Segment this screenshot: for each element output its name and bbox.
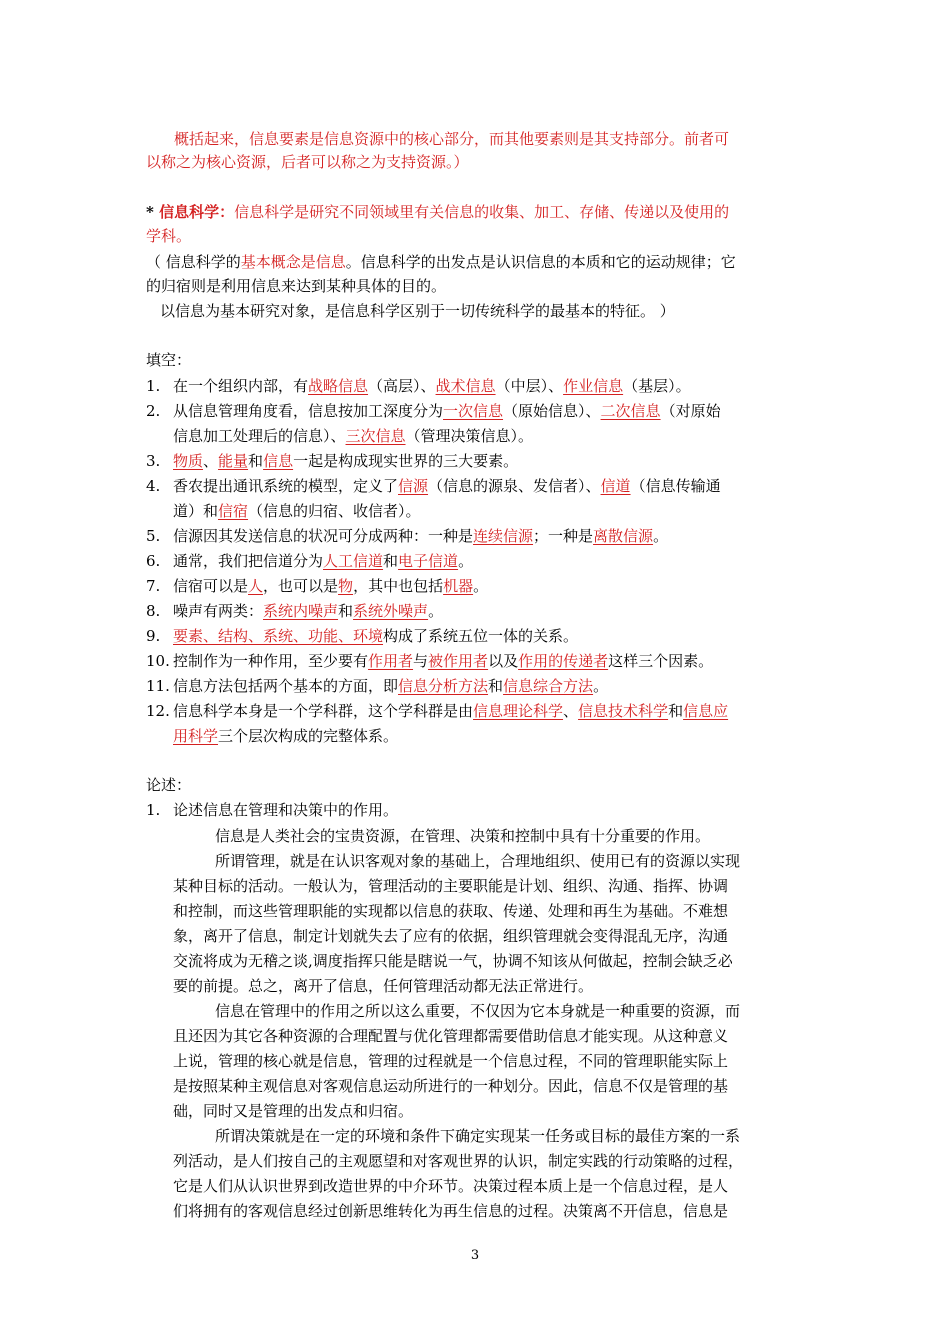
essay-line: 础，同时又是管理的出发点和归宿。 (173, 1102, 414, 1120)
summary-line-2: 以称之为核心资源，后者可以称之为支持资源。） (146, 153, 469, 171)
essay-question-number: 1. (146, 801, 161, 819)
essay-line: 上说，管理的核心就是信息，管理的过程就是一个信息过程，不同的管理职能实际上 (173, 1052, 729, 1070)
info-science-paragraph-line-3: 以信息为基本研究对象，是信息科学区别于一切传统科学的最基本的特征。 ） (160, 302, 675, 320)
list-item-continuation: 信息加工处理后的信息）、三次信息（管理决策信息）。 (173, 427, 534, 445)
essay-line: 要的前提。总之，离开了信息，任何管理活动都无法正常进行。 (173, 977, 594, 995)
item-number: 7. (146, 577, 161, 595)
list-item: 信息科学本身是一个学科群，这个学科群是由信息理论科学、信息技术科学和信息应 (173, 702, 729, 720)
item-number: 8. (146, 602, 161, 620)
essay-line: 所谓决策就是在一定的环境和条件下确定实现某一任务或目标的最佳方案的一系 (215, 1127, 741, 1145)
list-item: 香农提出通讯系统的模型，定义了信源（信息的源泉、发信者）、信道（信息传输通 (173, 477, 721, 495)
essay-line: 所谓管理，就是在认识客观对象的基础上，合理地组织、使用已有的资源以实现 (215, 852, 741, 870)
item-number: 9. (146, 627, 161, 645)
list-item: 噪声有两类：系统内噪声和系统外噪声。 (173, 602, 444, 620)
list-item-continuation: 用科学三个层次构成的完整体系。 (173, 727, 399, 745)
essay-line: 和控制，而这些管理职能的实现都以信息的获取、传递、处理和再生为基础。不难想 (173, 902, 729, 920)
item-number: 5. (146, 527, 161, 545)
item-number: 11. (146, 677, 170, 695)
list-item: 控制作为一种作用，至少要有作用者与被作用者以及作用的传递者这样三个因素。 (173, 652, 714, 670)
essay-line: 象，离开了信息，制定计划就失去了应有的依据，组织管理就会变得混乱无序，沟通 (173, 927, 729, 945)
info-science-definition-line-1 (146, 201, 729, 223)
page-number: 3 (470, 1248, 480, 1263)
list-item: 在一个组织内部，有战略信息（高层）、战术信息（中层）、作业信息（基层）。 (173, 377, 691, 395)
essay-line: 交流将成为无稽之谈,调度指挥只能是瞎说一气，协调不知该从何做起，控制会缺乏必 (173, 952, 733, 970)
list-item: 要素、结构、系统、功能、环境构成了系统五位一体的关系。 (173, 627, 579, 645)
essay-line: 它是人们从认识世界到改造世界的中介环节。决策过程本质上是一个信息过程，是人 (173, 1177, 729, 1195)
list-item: 通常，我们把信道分为人工信道和电子信道。 (173, 552, 474, 570)
info-science-def: 信息科学是研究不同领域里有关信息的收集、加工、存储、传递以及使用的 (234, 203, 730, 221)
item-number: 3. (146, 452, 161, 470)
essay-line: 列活动，是人们按自己的主观愿望和对客观世界的认识，制定实践的行动策略的过程， (173, 1152, 744, 1170)
info-science-paragraph-line-2: 的归宿则是利用信息来达到某种具体的目的。 (146, 277, 447, 295)
info-science-paragraph-line-1: （ 信息科学的基本概念是信息。信息科学的出发点是认识信息的本质和它的运动规律；它 (146, 253, 736, 271)
list-item: 信源因其发送信息的状况可分成两种：一种是连续信源；一种是离散信源。 (173, 527, 669, 545)
item-number: 12. (146, 702, 170, 720)
item-number: 1. (146, 377, 161, 395)
essay-question: 论述信息在管理和决策中的作用。 (173, 801, 399, 819)
essay-line: 信息是人类社会的宝贵资源，在管理、决策和控制中具有十分重要的作用。 (215, 827, 711, 845)
list-item-continuation: 道）和信宿（信息的归宿、收信者）。 (173, 502, 421, 520)
item-number: 10. (146, 652, 170, 670)
essay-line: 某种目标的活动。一般认为，管理活动的主要职能是计划、组织、沟通、指挥、协调 (173, 877, 729, 895)
item-number: 4. (146, 477, 161, 495)
essay-line: 是按照某种主观信息对客观信息运动所进行的一种划分。因此，信息不仅是管理的基 (173, 1077, 729, 1095)
essay-line: 且还因为其它各种资源的合理配置与优化管理都需要借助信息才能实现。从这种意义 (173, 1027, 729, 1045)
item-number: 2. (146, 402, 161, 420)
item-number: 6. (146, 552, 161, 570)
info-science-term: 信息科学： (159, 203, 235, 221)
list-item: 物质、能量和信息一起是构成现实世界的三大要素。 (173, 452, 519, 470)
essay-line: 信息在管理中的作用之所以这么重要，不仅因为它本身就是一种重要的资源，而 (215, 1002, 741, 1020)
info-science-definition-line-2: 学科。 (146, 227, 192, 245)
list-item: 信息方法包括两个基本的方面，即信息分析方法和信息综合方法。 (173, 677, 609, 695)
summary-line-1: 概括起来，信息要素是信息资源中的核心部分，而其他要素则是其支持部分。前者可 (174, 130, 730, 148)
list-item: 从信息管理角度看，信息按加工深度分为一次信息（原始信息）、二次信息（对原始 (173, 402, 721, 420)
basic-concept-highlight: 基本概念是信息 (240, 253, 346, 271)
essay-line: 们将拥有的客观信息经过创新思维转化为再生信息的过程。决策离不开信息，信息是 (173, 1202, 729, 1220)
star-marker: * (146, 203, 160, 221)
fill-blank-heading: 填空： (146, 351, 192, 369)
essay-heading: 论述： (146, 776, 192, 794)
list-item: 信宿可以是人，也可以是物，其中也包括机器。 (173, 577, 489, 595)
